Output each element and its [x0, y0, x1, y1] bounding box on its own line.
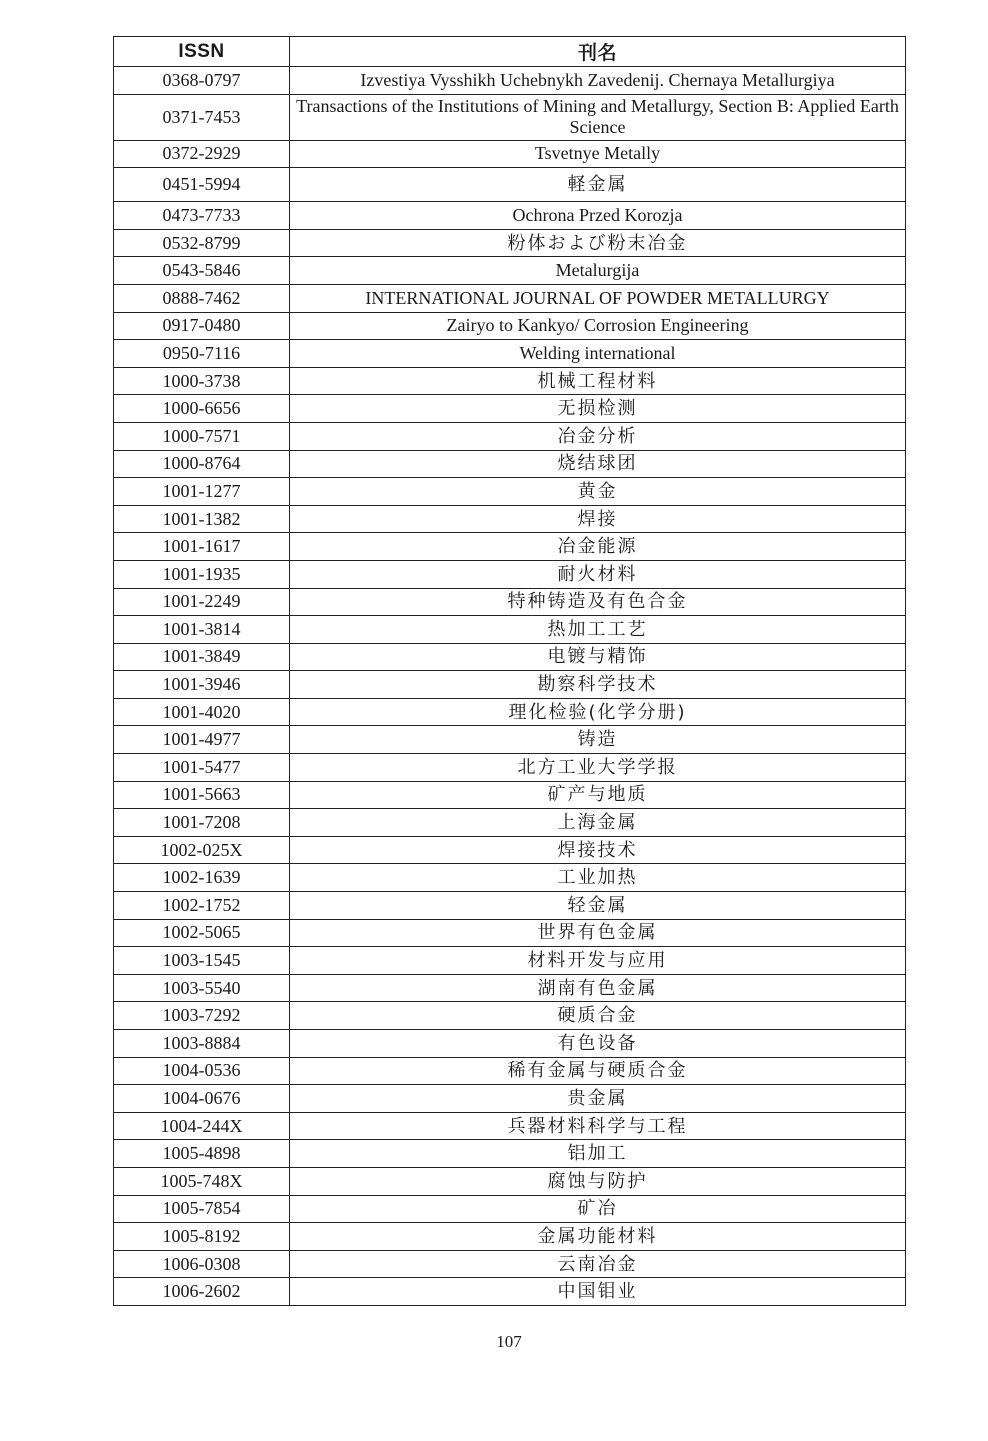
journal-title-cell: 理化检验(化学分册) [290, 698, 906, 726]
journal-title-cell: Metalurgija [290, 257, 906, 285]
table-row [114, 809, 906, 837]
issn-cell: 0917-0480 [114, 312, 290, 340]
issn-cell: 0888-7462 [114, 284, 290, 312]
issn-cell: 1001-3849 [114, 643, 290, 671]
table-row [114, 1030, 906, 1058]
journal-title-cell: 硬质合金 [290, 1002, 906, 1030]
journal-title-cell: 湖南有色金属 [290, 974, 906, 1002]
table-row [114, 94, 906, 140]
table-row [114, 395, 906, 423]
table-row [114, 1112, 906, 1140]
issn-cell: 1002-1752 [114, 892, 290, 920]
table-row [114, 1195, 906, 1223]
table-row [114, 919, 906, 947]
table-row [114, 168, 906, 202]
journal-title-cell: 工业加热 [290, 864, 906, 892]
table-row [114, 781, 906, 809]
journal-title-cell: Transactions of the Institutions of Mining and Metallurgy, Section B: Applied Earth Science [290, 94, 906, 140]
table-row [114, 616, 906, 644]
journal-title-cell: 世界有色金属 [290, 919, 906, 947]
table-row [114, 1223, 906, 1251]
issn-cell: 0532-8799 [114, 229, 290, 257]
journal-title-cell: 稀有金属与硬质合金 [290, 1057, 906, 1085]
issn-cell: 1001-7208 [114, 809, 290, 837]
journal-title-cell: 焊接技术 [290, 836, 906, 864]
issn-cell: 1003-5540 [114, 974, 290, 1002]
issn-cell: 0950-7116 [114, 340, 290, 368]
journal-title-cell: 耐火材料 [290, 560, 906, 588]
table-row [114, 505, 906, 533]
table-row [114, 1085, 906, 1113]
journal-title-cell: 烧结球团 [290, 450, 906, 478]
issn-cell: 1005-4898 [114, 1140, 290, 1168]
issn-cell: 1005-8192 [114, 1223, 290, 1251]
journal-title-cell: 冶金能源 [290, 533, 906, 561]
table-row [114, 202, 906, 230]
journal-title-cell: 机械工程材料 [290, 367, 906, 395]
issn-cell: 1004-0536 [114, 1057, 290, 1085]
table-row [114, 229, 906, 257]
journal-title-cell: Tsvetnye Metally [290, 140, 906, 168]
table-row [114, 1278, 906, 1306]
issn-cell: 1001-5663 [114, 781, 290, 809]
journal-title-cell: 电镀与精饰 [290, 643, 906, 671]
table-row [114, 726, 906, 754]
journal-title-cell: 黄金 [290, 478, 906, 506]
journal-title-cell: 特种铸造及有色合金 [290, 588, 906, 616]
table-row [114, 892, 906, 920]
issn-cell: 1001-2249 [114, 588, 290, 616]
journal-title-cell: 兵器材料科学与工程 [290, 1112, 906, 1140]
journal-title-cell: 轻金属 [290, 892, 906, 920]
table-row [114, 1167, 906, 1195]
table-row [114, 974, 906, 1002]
table-row [114, 671, 906, 699]
table-row [114, 1002, 906, 1030]
table-row [114, 422, 906, 450]
journal-title-cell: 粉体および粉末冶金 [290, 229, 906, 257]
journal-title-cell: 勘察科学技术 [290, 671, 906, 699]
journal-title-cell: Welding international [290, 340, 906, 368]
table-row [114, 643, 906, 671]
table-row [114, 698, 906, 726]
issn-cell: 1005-7854 [114, 1195, 290, 1223]
journal-title-cell: 热加工工艺 [290, 616, 906, 644]
issn-cell: 1004-244X [114, 1112, 290, 1140]
journal-title-cell: 焊接 [290, 505, 906, 533]
journal-title-cell: 有色设备 [290, 1030, 906, 1058]
issn-cell: 1002-5065 [114, 919, 290, 947]
issn-cell: 1003-7292 [114, 1002, 290, 1030]
table-row [114, 367, 906, 395]
issn-cell: 1003-1545 [114, 947, 290, 975]
journal-title-cell: 上海金属 [290, 809, 906, 837]
header-title: 刊名 [290, 37, 906, 67]
issn-cell: 1002-1639 [114, 864, 290, 892]
page-number: 107 [496, 1332, 522, 1351]
journal-title-cell: 金属功能材料 [290, 1223, 906, 1251]
issn-cell: 1001-1935 [114, 560, 290, 588]
table-row [114, 478, 906, 506]
table-row [114, 864, 906, 892]
journal-title-cell: Izvestiya Vysshikh Uchebnykh Zavedenij. Chernaya Metallurgiya [290, 67, 906, 95]
journal-title-cell: 材料开发与应用 [290, 947, 906, 975]
journal-title-cell: INTERNATIONAL JOURNAL OF POWDER METALLURGY [290, 284, 906, 312]
journal-title-cell: 中国钼业 [290, 1278, 906, 1306]
journal-title-cell: 贵金属 [290, 1085, 906, 1113]
issn-cell: 1001-4977 [114, 726, 290, 754]
journal-title-cell: 矿冶 [290, 1195, 906, 1223]
issn-cell: 1000-7571 [114, 422, 290, 450]
issn-cell: 1001-1382 [114, 505, 290, 533]
journal-title-cell: Ochrona Przed Korozja [290, 202, 906, 230]
table-header-row [114, 37, 906, 67]
issn-cell: 1004-0676 [114, 1085, 290, 1113]
table-row [114, 140, 906, 168]
table-row [114, 450, 906, 478]
table-row [114, 340, 906, 368]
table-row [114, 1057, 906, 1085]
issn-cell: 1001-3814 [114, 616, 290, 644]
issn-cell: 1003-8884 [114, 1030, 290, 1058]
journal-title-cell: 云南冶金 [290, 1250, 906, 1278]
journal-title-cell: 腐蚀与防护 [290, 1167, 906, 1195]
issn-cell: 0451-5994 [114, 168, 290, 202]
table-row [114, 312, 906, 340]
table-row [114, 754, 906, 782]
table-row [114, 284, 906, 312]
table-body [114, 67, 906, 1306]
table-row [114, 560, 906, 588]
issn-cell: 1000-6656 [114, 395, 290, 423]
table-row [114, 588, 906, 616]
issn-cell: 1001-1277 [114, 478, 290, 506]
issn-cell: 1001-4020 [114, 698, 290, 726]
journal-title-cell: 矿产与地质 [290, 781, 906, 809]
issn-cell: 0372-2929 [114, 140, 290, 168]
issn-cell: 1000-8764 [114, 450, 290, 478]
journal-table [113, 36, 906, 1306]
issn-cell: 1002-025X [114, 836, 290, 864]
journal-title-cell: 无损检测 [290, 395, 906, 423]
issn-cell: 1000-3738 [114, 367, 290, 395]
issn-cell: 1006-0308 [114, 1250, 290, 1278]
issn-cell: 1006-2602 [114, 1278, 290, 1306]
header-issn: ISSN [114, 37, 290, 67]
table-row [114, 836, 906, 864]
issn-cell: 0473-7733 [114, 202, 290, 230]
journal-title-cell: 铝加工 [290, 1140, 906, 1168]
table-row [114, 67, 906, 95]
table-row [114, 533, 906, 561]
issn-cell: 0543-5846 [114, 257, 290, 285]
table-row [114, 1250, 906, 1278]
journal-title-cell: 铸造 [290, 726, 906, 754]
issn-cell: 1001-1617 [114, 533, 290, 561]
issn-cell: 1005-748X [114, 1167, 290, 1195]
table-row [114, 947, 906, 975]
issn-cell: 0371-7453 [114, 94, 290, 140]
table-row [114, 1140, 906, 1168]
table-row [114, 257, 906, 285]
issn-cell: 1001-3946 [114, 671, 290, 699]
journal-title-cell: 北方工业大学学报 [290, 754, 906, 782]
journal-title-cell: Zairyo to Kankyo/ Corrosion Engineering [290, 312, 906, 340]
journal-title-cell: 軽金属 [290, 168, 906, 202]
issn-cell: 1001-5477 [114, 754, 290, 782]
issn-cell: 0368-0797 [114, 67, 290, 95]
journal-title-cell: 冶金分析 [290, 422, 906, 450]
